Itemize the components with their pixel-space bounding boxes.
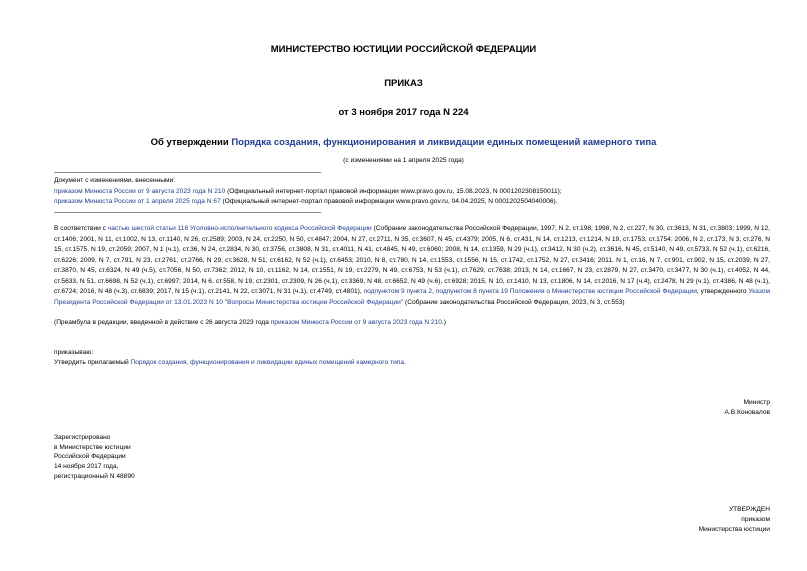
registration-line-1: Зарегистрировано: [54, 434, 111, 441]
order-text-start: Утвердить прилагаемый: [54, 359, 131, 366]
ministry-heading: МИНИСТЕРСТВО ЮСТИЦИИ РОССИЙСКОЙ ФЕДЕРАЦИИ: [270, 44, 537, 55]
changes-item-2: [54, 197, 774, 208]
registration-line-4: 14 ноября 2017 года,: [54, 463, 119, 471]
preamble-note-link[interactable]: приказом Минюста России от 9 августа 2023 года N 210: [270, 319, 442, 326]
changes-block: [54, 176, 774, 208]
title-link[interactable]: Порядка создания, функционирования и ликвидации единых помещений камерного типа: [231, 137, 657, 148]
changes-item-1: [54, 187, 774, 198]
order-text-end: .: [404, 359, 406, 366]
signature-position: Министр: [743, 399, 770, 406]
preamble-link-subpoint-9[interactable]: подпунктом 9 пункта 2: [363, 288, 433, 295]
registration-line-3: Российской Федерации: [54, 453, 126, 461]
changes-item-2-link[interactable]: приказом Минюста России от 1 апреля 2025 года N 67: [54, 198, 221, 205]
date-number-heading: от 3 ноября 2017 года N 224: [338, 107, 469, 118]
title-prefix: Об утверждении: [150, 137, 232, 148]
registration-line-2: в Министерстве юстиции: [54, 443, 131, 451]
registration-block: [54, 433, 135, 482]
order-text-link[interactable]: Порядок создания, функционирования и ликвидации единых помещений камерного типа: [130, 359, 405, 366]
preamble-paragraph: [54, 224, 770, 308]
preamble-mid: , утвержденного: [696, 288, 749, 295]
preamble-note: [54, 318, 770, 329]
document-title: [0, 137, 807, 148]
changes-item-1-link[interactable]: приказом Минюста России от 9 августа 2023 года N 210: [54, 187, 226, 195]
approval-block: [699, 505, 770, 535]
registration-line-5: регистрационный N 48890: [54, 472, 135, 480]
changes-item-1-text: (Официальный интернет-портал правовой информации www.pravo.gov.ru, 15.08.2023, N 0001202308150011);: [225, 187, 562, 195]
approval-line-3: Министерства юстиции: [698, 526, 770, 533]
preamble-link-decree[interactable]: Указом Президента Российской Федерации от 13.01.2023 N 10 "Вопросы Министерства юстиции Российской Федерации": [54, 288, 771, 306]
preamble-end: (Собрание законодательства Российской Федерации, 2023, N 3, ст.553): [403, 298, 625, 306]
signature-name: А.В.Коновалов: [724, 409, 770, 416]
preamble-note-start: (Преамбула в редакции, введенной в действие с 26 августа 2023 года: [54, 319, 271, 326]
doc-type-heading: ПРИКАЗ: [384, 78, 423, 89]
preamble-link-regulation[interactable]: подпунктом 8 пункта 19 Положения о Министерстве юстиции Российской Федерации: [435, 288, 697, 295]
preamble-body: (Собрание законодательства Российской Федерации, 1997, N 2, ст.198; 1998, N 2, ст.227, N 30, ст.3613, N 31, ст.3803; 1999, N 12, ст.1406; 2001, N 11, ст.1002, N 13, ст.1140, N 26, ст.2589; 2003, N 24, ст.2250, N 50, ст.4847; 2004, N 27, ст.2711, N 35, ст.3607, N 45, ст.4379; 2005, N 6, ст.431, N 14, ст.1213, ст.1214, N 19, ст.1753, ст.1754; 2006, N 2, ст.173, N 3, ст.276, N 15, ст.1575, N 19, ст.2059; 2007, N 1 (ч.1), ст.36, N 24, ст.2834, N 30, ст.3756, ст.3808, N 31, ст.4011, N 41, ст.4845, N 49, ст.6060; 2008, N 14, ст.1359, N 29 (ч.1), ст.3412, N 30 (ч.2), ст.3616, N 45, ст.5140, N 49, ст.5733, N 52 (ч.1), ст.6216, ст.6226; 2009, N 7, ст.791, N 23, ст.2761, ст.2766, N 29, ст.3628, N 51, ст.6162, N 52 (ч.1), ст.6453; 2010, N 8, ст.780, N 14, ст.1553, ст.1556, N 15, ст.1742, ст.1752, N 27, ст.3416; 2011, N 1, ст.16, N 7, ст.901, ст.902, N 15, ст.2039, N 27, ст.3870, N 45, ст.6324, N 49 (ч.5), ст.7056, N 50, ст.7362; 2012, N 10, ст.1162, N 14, ст.1551, N 19, ст.2279, N 49, ст.6753, N 53 (ч.1), ст.7629, ст.7638; 2013, N 14, ст.1667, N 23, ст.2879, N 27, ст.3470, ст.3477, N 30 (ч.1), ст.4052, N 44, ст.5633, N 51, ст.6698, N 52 (ч.1), ст.6997; 2014, N 6, ст.558, N 19, ст.2301, ст.2309, N 26 (ч.1), ст.3369, N 48, ст.6652, N 49 (ч.6), ст.6928; 2015, N 10, ст.1410, N 13, ст.1806, N 14, ст.2016, N 17 (ч.4), ст.2478, N 29 (ч.1), ст.4386, N 48 (ч.1), ст.6724; 2016, N 48 (ч.3), ст.6839; 2017, N 15 (ч.1), ст.2141, N 22, ст.3071, N 31 (ч.1), ст.4749, ст.4801),: [54, 225, 771, 295]
signature-block: [725, 398, 770, 418]
preamble-link-code[interactable]: частью шестой статьи 118 Уголовно-исполнительного кодекса Российской Федерации: [107, 225, 372, 232]
preamble-note-end: .): [441, 319, 446, 326]
amended-note: (с изменениями на 1 апреля 2025 года): [343, 157, 464, 164]
changes-intro: Документ с изменениями, внесенными:: [54, 177, 176, 184]
changes-item-2-text: (Официальный интернет-портал правовой информации www.pravo.gov.ru, 04.04.2025, N 0001202504040006).: [220, 198, 558, 205]
approval-line-1: УТВЕРЖДЕН: [728, 506, 770, 513]
order-text: [54, 358, 770, 369]
divider-bottom: [54, 212, 321, 213]
approval-line-2: приказом: [741, 516, 770, 523]
divider-top: [54, 172, 321, 173]
preamble-sep: ,: [432, 288, 436, 295]
preamble-start: В соответствии с: [54, 225, 108, 232]
order-word: приказываю:: [54, 349, 94, 356]
